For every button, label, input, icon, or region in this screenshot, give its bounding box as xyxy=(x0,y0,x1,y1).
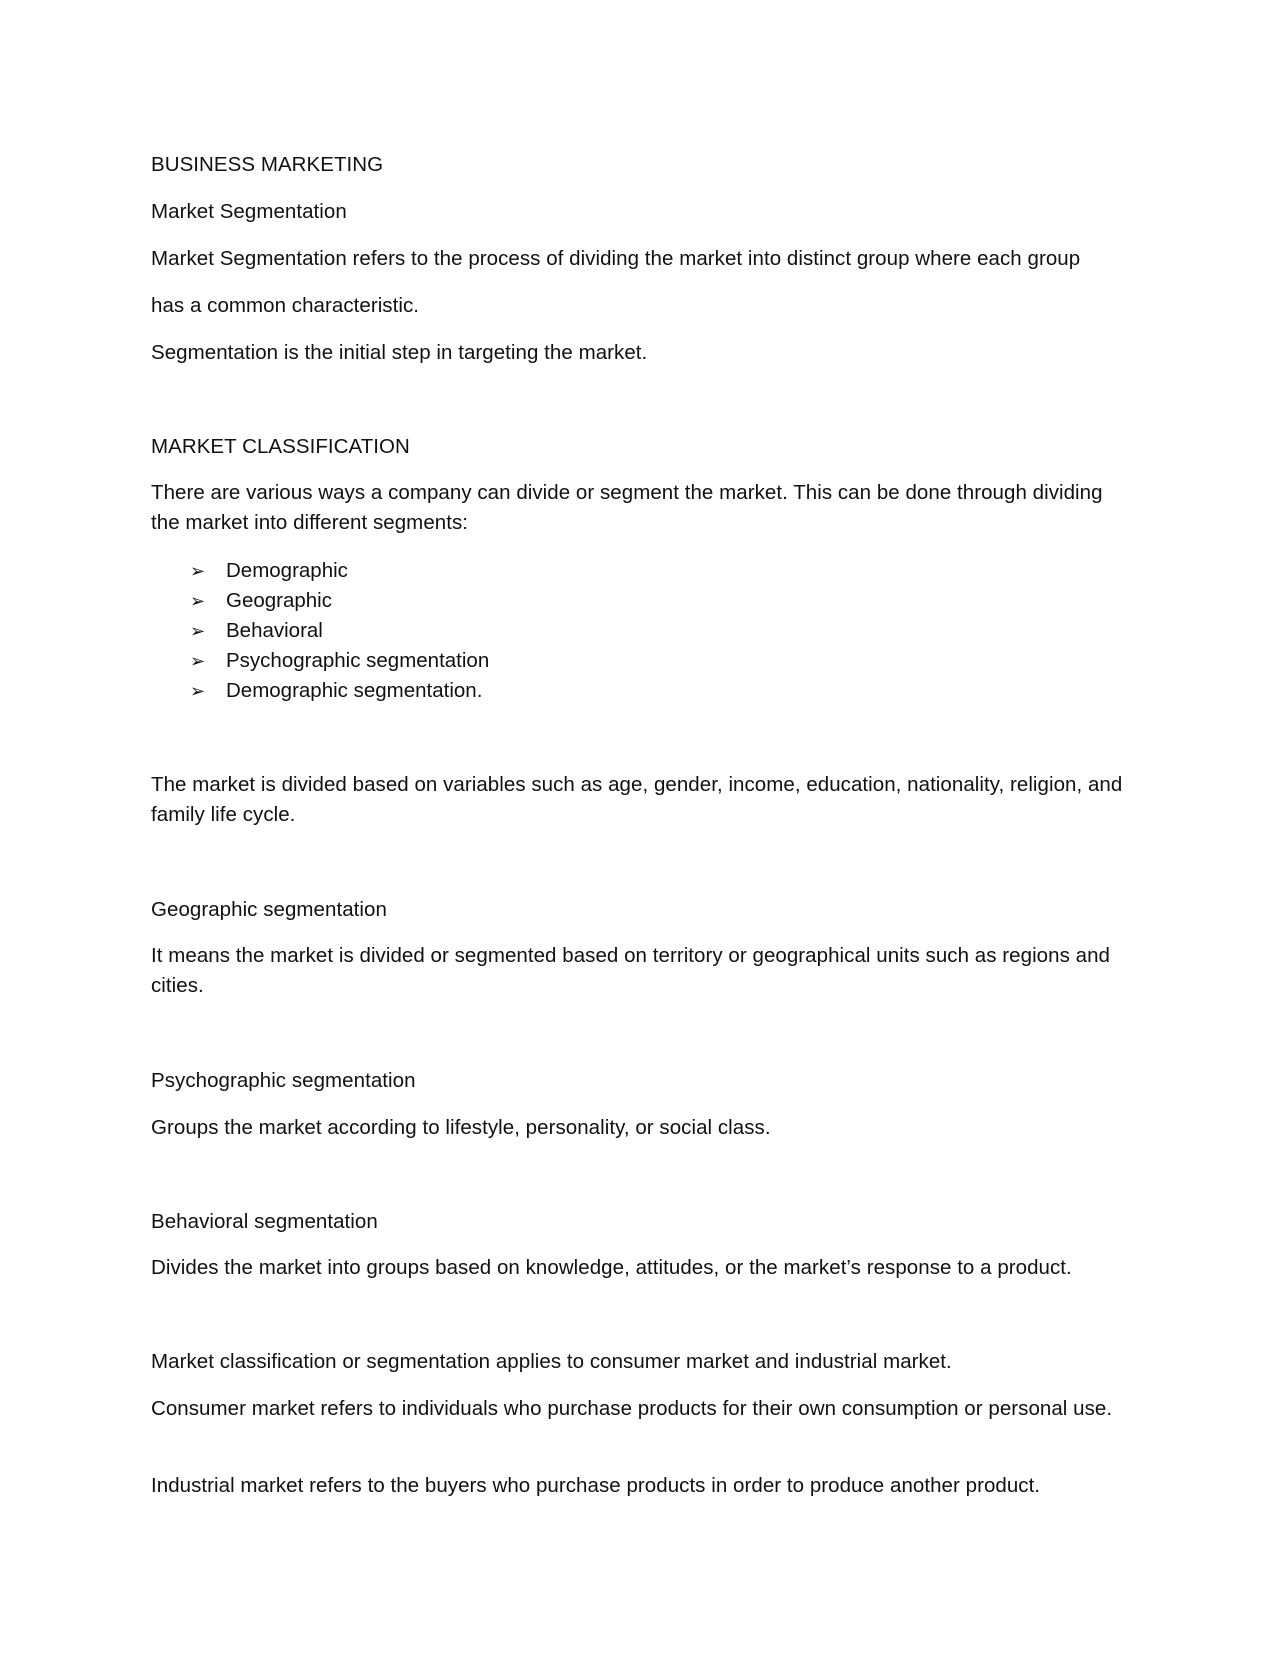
geographic-paragraph: It means the market is divided or segmented based on territory or geographical units such as regions and cities. xyxy=(151,944,1110,997)
segment-types-list xyxy=(190,556,489,706)
list-item xyxy=(190,616,489,646)
list-item xyxy=(190,586,489,616)
behavioral-paragraph: Divides the market into groups based on knowledge, attitudes, or the market’s response to a product. xyxy=(151,1256,1072,1279)
list-item xyxy=(190,646,489,676)
psychographic-paragraph: Groups the market according to lifestyle, personality, or social class. xyxy=(151,1116,771,1139)
list-item-label: Geographic xyxy=(226,589,332,612)
list-item xyxy=(190,556,489,586)
list-item-label: Behavioral xyxy=(226,619,323,642)
list-item-label: Psychographic segmentation xyxy=(226,649,490,672)
demographic-paragraph: The market is divided based on variables such as age, gender, income, education, nationality, religion, and family life cycle. xyxy=(151,773,1123,826)
paragraph-line: Segmentation is the initial step in targeting the market. xyxy=(151,341,648,364)
section-heading-geographic: Geographic segmentation xyxy=(151,898,387,921)
list-item-label: Demographic segmentation. xyxy=(226,679,483,702)
section-heading-market-classification: MARKET CLASSIFICATION xyxy=(151,435,410,458)
section-heading-market-segmentation: Market Segmentation xyxy=(151,200,347,223)
arrow-bullet-icon: ➢ xyxy=(190,621,206,641)
paragraph-line: has a common characteristic. xyxy=(151,294,419,317)
section-heading-psychographic: Psychographic segmentation xyxy=(151,1069,416,1092)
paragraph-line: Market Segmentation refers to the process of dividing the market into distinct group where each group xyxy=(151,247,1081,270)
arrow-bullet-icon: ➢ xyxy=(190,591,206,611)
arrow-bullet-icon: ➢ xyxy=(190,681,206,701)
arrow-bullet-icon: ➢ xyxy=(190,651,206,671)
consumer-market-paragraph: Consumer market refers to individuals who purchase products for their own consumption or personal use. xyxy=(151,1397,1113,1420)
list-item-label: Demographic xyxy=(226,559,348,582)
classification-intro-paragraph: There are various ways a company can divide or segment the market. This can be done through dividing the market into different segments: xyxy=(151,481,1103,534)
document-title: BUSINESS MARKETING xyxy=(151,153,384,176)
industrial-market-paragraph: Industrial market refers to the buyers who purchase products in order to produce another product. xyxy=(151,1474,1041,1497)
list-item xyxy=(190,676,489,706)
paragraph-line: Market classification or segmentation applies to consumer market and industrial market. xyxy=(151,1350,952,1373)
arrow-bullet-icon: ➢ xyxy=(190,561,206,581)
section-heading-behavioral: Behavioral segmentation xyxy=(151,1210,378,1233)
